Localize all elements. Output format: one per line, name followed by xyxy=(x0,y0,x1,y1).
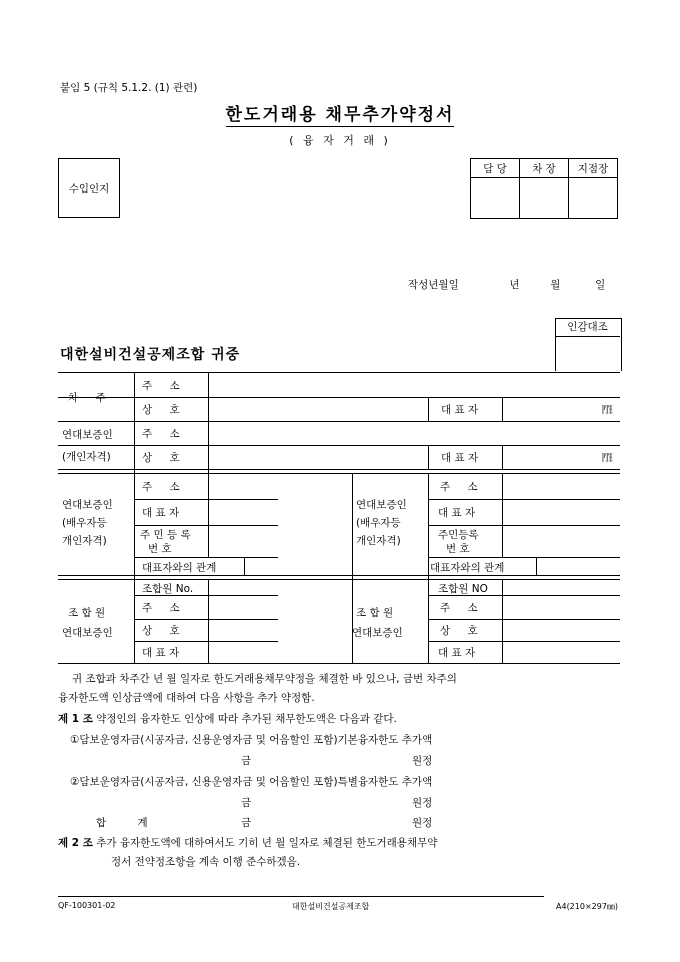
guarantor-personal-rep-label: 대 표 자 xyxy=(441,452,479,464)
article-1 xyxy=(58,710,397,729)
guarantor-spouse-rrn-label-2: 번 호 xyxy=(148,543,172,555)
guarantor-spouse-address-label: 주 소 xyxy=(142,481,187,493)
item-1-amount-label: 금 xyxy=(241,755,252,767)
guarantor-member-address-label: 주 소 xyxy=(142,602,187,614)
date-line xyxy=(408,277,605,292)
article-2-label: 제 2 조 xyxy=(58,837,93,849)
item-1-amount-unit: 원정 xyxy=(412,755,433,767)
guarantor-member-label-1: 조 합 원 xyxy=(68,607,106,619)
item-2-amount-label: 금 xyxy=(241,797,252,809)
date-day: 일 xyxy=(595,279,606,291)
revenue-stamp-box xyxy=(58,158,120,218)
guarantor-member-label-2: 연대보증인 xyxy=(62,627,113,639)
title-text: 한도거래용 채무추가약정서 xyxy=(225,105,455,125)
guarantor-spouse-right-label-3: 개인자격) xyxy=(356,535,401,547)
debtor-address-label: 주 소 xyxy=(142,380,187,392)
guarantor-spouse-right-rrn-label-2: 번 호 xyxy=(446,543,470,555)
approval-col-manager: 담 당 xyxy=(471,159,520,178)
guarantor-spouse-right-rep-label: 대 표 자 xyxy=(438,507,476,519)
guarantor-spouse-label-1: 연대보증인 xyxy=(62,499,113,511)
date-label: 작성년월일 xyxy=(408,279,459,291)
guarantor-personal-seal-mark: ㉐ xyxy=(602,452,613,464)
date-year: 년 xyxy=(509,279,520,291)
footer-rule xyxy=(58,896,544,897)
article-2-text-1: 추가 융자한도액에 대하여서도 기히 년 월 일자로 체결된 한도거래용채무약 xyxy=(96,837,438,849)
guarantor-spouse-relation-label: 대표자와의 관계 xyxy=(142,562,217,574)
reference-note: 붙임 5 (규칙 5.1.2. (1) 관련) xyxy=(60,82,198,94)
guarantor-spouse-right-relation-label: 대표자와의 관계 xyxy=(430,562,505,574)
form-code: QF-100301-02 xyxy=(58,901,116,910)
guarantor-member-no-label: 조합원 No. xyxy=(142,583,194,595)
guarantor-spouse-label-2: (배우자등 xyxy=(62,517,107,529)
guarantor-member-company-label: 상 호 xyxy=(142,625,187,637)
addressee: 대한설비건설공제조합 귀중 xyxy=(60,347,241,363)
guarantor-member-right-company-label: 상 호 xyxy=(440,625,485,637)
guarantor-personal-label-1: 연대보증인 xyxy=(62,429,113,441)
debtor-rep-label: 대 표 자 xyxy=(441,404,479,416)
approval-sign-deputy[interactable] xyxy=(520,178,569,219)
guarantor-spouse-label-3: 개인자격) xyxy=(62,535,107,547)
date-month: 월 xyxy=(550,279,561,291)
article-2-text-2: 정서 전약정조항을 계속 이행 준수하겠음. xyxy=(111,856,301,868)
document-title xyxy=(0,100,680,125)
guarantor-personal-label-2: (개인자격) xyxy=(62,451,111,463)
guarantor-personal-company-label: 상 호 xyxy=(142,452,187,464)
guarantor-spouse-right-rrn-label-1: 주민등록 xyxy=(438,529,479,541)
intro-line-1: 귀 조합과 차주간 년 월 일자로 한도거래용채무약정을 체결한 바 있으나, 금번 차주의 xyxy=(72,673,457,685)
guarantor-spouse-rep-label: 대 표 자 xyxy=(142,507,180,519)
guarantor-spouse-right-address-label: 주 소 xyxy=(440,481,485,493)
guarantor-member-right-no-label: 조합원 NO xyxy=(438,583,488,595)
document-subtitle: ( 융 자 거 래 ) xyxy=(289,134,391,147)
debtor-seal-mark: ㉐ xyxy=(602,404,613,416)
item-2: ②담보운영자금(시공자금, 신용운영자금 및 어음할인 포함)특별융자한도 추가액 xyxy=(70,776,433,788)
debtor-group-label: 차 주 xyxy=(68,392,113,404)
total-amount-unit: 원정 xyxy=(412,817,433,829)
guarantor-spouse-right-label-1: 연대보증인 xyxy=(356,499,407,511)
debtor-company-label: 상 호 xyxy=(142,404,187,416)
total-label: 합 계 xyxy=(96,817,148,829)
approval-sign-branch[interactable] xyxy=(569,178,618,219)
approval-table xyxy=(470,158,618,219)
total-amount-label: 금 xyxy=(241,817,252,829)
approval-col-deputy: 차 장 xyxy=(520,159,569,178)
guarantor-member-right-label-1: 조 합 원 xyxy=(356,607,394,619)
guarantor-spouse-rrn-label-1: 주 민 등 록 xyxy=(140,529,191,541)
item-1: ①담보운영자금(시공자금, 신용운영자금 및 어음할인 포함)기본융자한도 추가액 xyxy=(70,734,433,746)
item-2-amount-unit: 원정 xyxy=(412,797,433,809)
guarantor-member-right-address-label: 주 소 xyxy=(440,602,485,614)
revenue-stamp-label: 수입인지 xyxy=(68,182,110,195)
guarantor-member-right-label-2: 연대보증인 xyxy=(352,627,403,639)
approval-col-branch: 지점장 xyxy=(569,159,618,178)
footer-org: 대한설비건설공제조합 xyxy=(292,902,370,911)
intro-line-2: 융자한도액 인상금액에 대하여 다음 사항을 추가 약정함. xyxy=(58,692,315,704)
approval-sign-manager[interactable] xyxy=(471,178,520,219)
paper-size: A4(210×297㎜) xyxy=(556,902,619,911)
guarantor-member-right-rep-label: 대 표 자 xyxy=(438,647,476,659)
guarantor-member-rep-label: 대 표 자 xyxy=(142,647,180,659)
article-2 xyxy=(58,834,437,853)
guarantor-personal-address-label: 주 소 xyxy=(142,428,187,440)
guarantor-spouse-right-label-2: (배우자등 xyxy=(356,517,401,529)
article-1-text: 약정인의 융자한도 인상에 따라 추가된 채무한도액은 다음과 같다. xyxy=(96,713,397,725)
article-1-label: 제 1 조 xyxy=(58,713,93,725)
seal-check-label: 인감대조 xyxy=(555,318,620,337)
party-form xyxy=(58,372,620,664)
